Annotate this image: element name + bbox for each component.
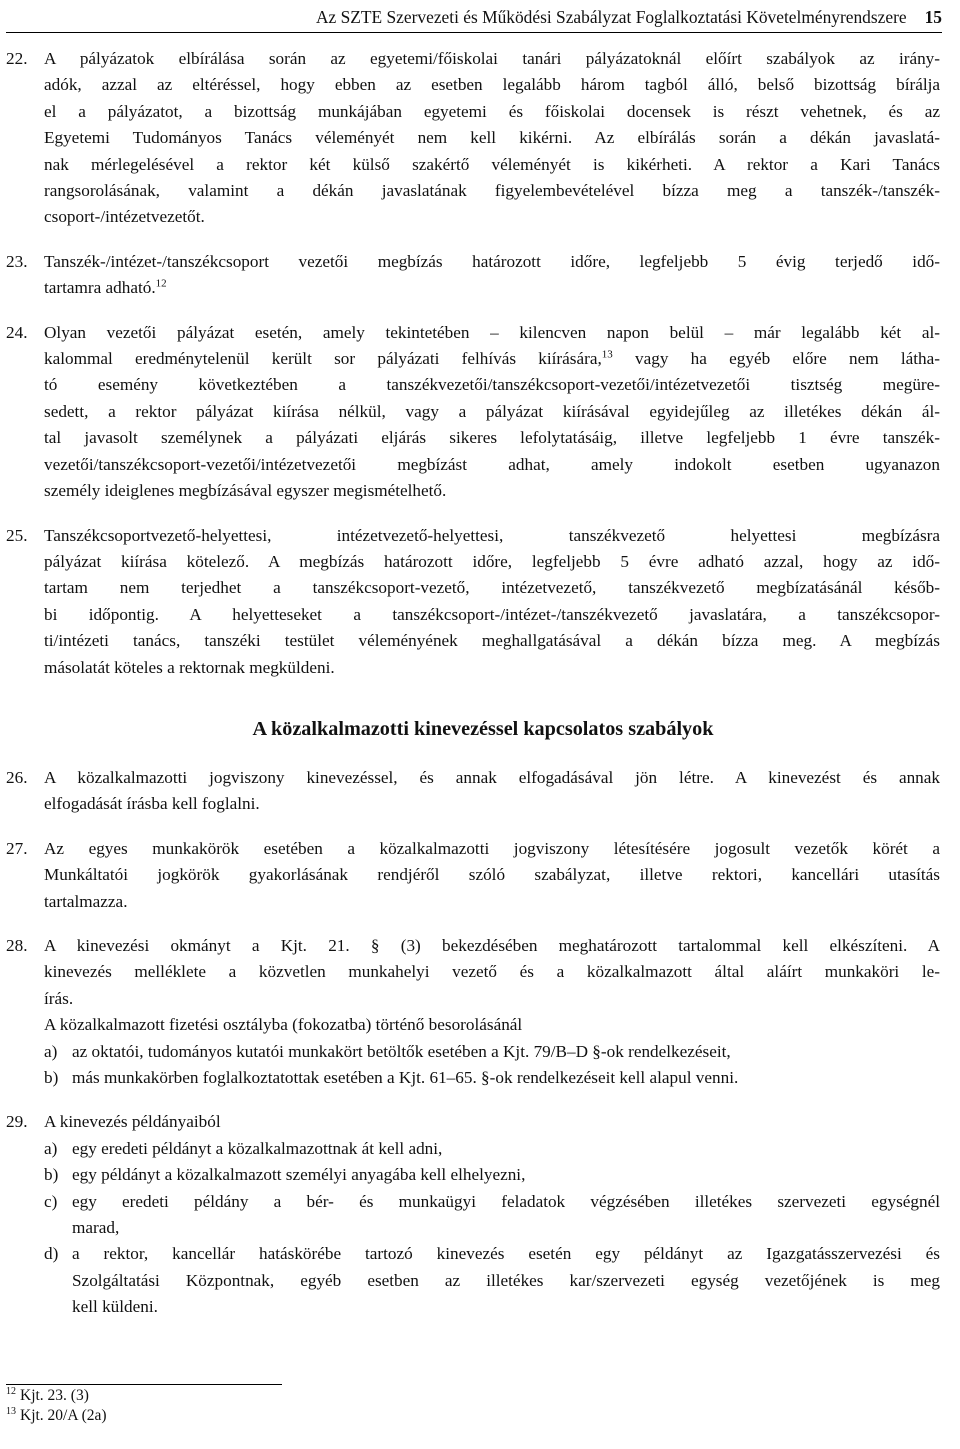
list-item xyxy=(44,1039,940,1065)
text-line: nak mérlegelésével a rektor két külső szakértő véleményét is kikérheti. A rektor a Kari Tanács xyxy=(44,154,940,174)
text-line: egy eredeti példányt a közalkalmazottnak át kell adni, xyxy=(72,1138,443,1158)
text-line: elfogadását írásba kell foglalni. xyxy=(44,794,260,814)
footnotes xyxy=(6,1386,107,1426)
footnote-text: Kjt. 20/A (2a) xyxy=(20,1407,107,1424)
paragraph-23 xyxy=(6,249,940,302)
text-line: tartam nem terjedhet a tanszékcsoport-vezető, intézetvezető, tanszékvezető megbízatásánál későb- xyxy=(44,578,940,598)
text-fragment: vagy ha egyéb előre nem látha- xyxy=(612,349,940,369)
list-label: a) xyxy=(44,1138,58,1158)
paragraph-number: 29. xyxy=(6,1112,28,1132)
paragraph-26 xyxy=(6,765,940,818)
paragraph-24 xyxy=(6,320,940,505)
text-line: tartalmazza. xyxy=(44,891,128,911)
text-line: el a pályázatot, a bizottság munkájában egyetemi és főiskolai docensek is részt vehetnek, és az xyxy=(44,101,940,121)
text-line: személy ideiglenes megbízásával egyszer megismételhető. xyxy=(44,481,447,501)
text-line: Tanszék-/intézet-/tanszékcsoport vezetői megbízás határozott időre, legfeljebb 5 évig terjedő idő- xyxy=(44,251,940,271)
paragraph-29 xyxy=(6,1109,940,1320)
paragraph-number: 25. xyxy=(6,525,28,545)
footnote-13 xyxy=(6,1406,107,1426)
footnote-rule xyxy=(6,1384,282,1385)
paragraph-number: 26. xyxy=(6,767,28,787)
list-item xyxy=(44,1065,940,1091)
text-line: A kinevezési okmányt a Kjt. 21. § (3) bekezdésében meghatározott tartalommal kell elkészíteni. A xyxy=(44,935,940,955)
section-heading: A közalkalmazotti kinevezéssel kapcsolatos szabályok xyxy=(252,717,714,740)
header-title: Az SZTE Szervezeti és Működési Szabályzat Foglalkoztatási Követelményrendszere xyxy=(316,7,907,27)
footnote-text: Kjt. 23. (3) xyxy=(20,1387,89,1404)
list-label: d) xyxy=(44,1244,59,1264)
text-line: más munkakörben foglalkoztatottak esetében a Kjt. 61–65. §-ok rendelkezéseit kell alapul venni. xyxy=(72,1068,739,1087)
text-line: Az egyes munkakörök esetében a közalkalmazotti jogviszony létesítésére jogosult vezetők körét a xyxy=(44,838,940,858)
text-fragment: tartamra adható. xyxy=(44,278,156,298)
text-line: írás. xyxy=(44,988,74,1008)
text-line: A pályázatok elbírálása során az egyetemi/főiskolai tanári pályázatoknál előírt szabályok az irány- xyxy=(44,49,940,68)
text-line: sedett, a rektor pályázat kiírása nélkül, vagy a pályázat kiírásával egyidejűleg az illetékes dékán ál- xyxy=(44,401,940,421)
footnote-number: 13 xyxy=(6,1405,16,1417)
paragraph-number: 23. xyxy=(6,251,28,271)
text-line xyxy=(44,275,940,301)
text-line: marad, xyxy=(72,1218,120,1238)
text-line: Tanszékcsoportvezető-helyettesi, intézetvezető-helyettesi, tanszékvezető helyettesi megbízásra xyxy=(44,525,940,545)
text-line: egy példányt a közalkalmazott személyi anyagába kell elhelyezni, xyxy=(72,1165,526,1185)
list-label: b) xyxy=(44,1068,59,1087)
text-line: kell küldeni. xyxy=(72,1297,158,1317)
text-line: A kinevezés példányaiból xyxy=(44,1112,221,1132)
text-line: ti/intézeti tanács, tanszéki testület véleményének meghallgatásával a dékán bízza meg. A megbízás xyxy=(44,631,940,651)
text-line: Szolgáltatási Központnak, egyéb esetben az illetékes kar/szervezeti egység vezetőjének is meg xyxy=(72,1270,940,1290)
text-line: egy eredeti példány a bér- és munkaügyi feladatok végzésében illetékes szervezeti egységnél xyxy=(72,1191,940,1211)
paragraph-27 xyxy=(6,836,940,915)
text-line: az oktatói, tudományos kutatói munkakört betöltők esetében a Kjt. 79/B–D §-ok rendelkezéseit, xyxy=(72,1041,731,1061)
paragraph-number: 28. xyxy=(6,935,28,955)
list-label: c) xyxy=(44,1191,58,1211)
text-line: Egyetemi Tudományos Tanács véleményét nem kell kikérni. Az elbírálás során a dékán javaslatá- xyxy=(44,128,940,148)
text-line: a rektor, kancellár hatáskörébe tartozó kinevezés esetén egy példányt az Igazgatásszervezési és xyxy=(72,1244,940,1264)
paragraph-number: 27. xyxy=(6,838,28,858)
text-line: pályázat kiírása kötelező. A megbízás határozott időre, legfeljebb 5 évre adható azzal, hogy az idő- xyxy=(44,551,940,571)
text-line: Munkáltatói jogkörök gyakorlásának rendjéről szóló szabályzat, illetve rektori, kancellári utasítás xyxy=(44,865,940,885)
text-line: másolatát köteles a rektornak megküldeni. xyxy=(44,657,335,677)
paragraph-number: 22. xyxy=(6,49,28,68)
text-line: csoport-/intézetvezetőt. xyxy=(44,207,205,227)
text-line: rangsorolásának, valamint a dékán javaslatának figyelembevételével bízza meg a tanszék-/tanszék- xyxy=(44,181,940,201)
list-label: b) xyxy=(44,1165,59,1185)
text-line: A közalkalmazotti jogviszony kinevezéssel, és annak elfogadásával jön létre. A kinevezést és annak xyxy=(44,767,940,787)
footnote-ref[interactable]: 12 xyxy=(155,277,167,290)
text-line: Olyan vezetői pályázat esetén, amely tekintetében – kilencven napon belül – már legalább két al- xyxy=(44,322,940,342)
list-label: a) xyxy=(44,1041,58,1061)
text-line xyxy=(44,346,940,372)
page-header xyxy=(0,4,942,30)
text-line: bi időpontig. A helyetteseket a tanszékcsoport-/intézet-/tanszékvezető javaslatára, a tanszékcsopor- xyxy=(44,604,940,624)
document-body xyxy=(6,46,940,1339)
text-fragment: kalommal eredménytelenül került sor pályázati felhívás kiírására, xyxy=(44,349,602,369)
list-item xyxy=(44,1241,940,1320)
paragraph-25 xyxy=(6,523,940,681)
text-line: adók, azzal az eltéréssel, hogy ebben az esetben legalább három tagból álló, belső bizottság bírálja xyxy=(44,75,940,95)
paragraph-number: 24. xyxy=(6,322,28,342)
paragraph-28 xyxy=(6,933,940,1091)
text-line: A közalkalmazott fizetési osztályba (fokozatba) történő besorolásánál xyxy=(44,1015,523,1035)
list-item xyxy=(44,1162,940,1188)
text-line: tal javasolt személynek a pályázati eljárás sikeres lefolytatásáig, illetve legfeljebb 1 évre tanszék- xyxy=(44,428,940,448)
page-number: 15 xyxy=(924,7,942,27)
header-rule xyxy=(6,32,942,33)
text-line: vezetői/tanszékcsoport-vezetői/intézetvezetői megbízást adhat, amely indokolt esetben ugyanazon xyxy=(44,454,940,474)
footnote-number: 12 xyxy=(6,1385,16,1397)
paragraph-22 xyxy=(6,46,940,231)
text-line: tó esemény következtében a tanszékvezetői/tanszékcsoport-vezetői/intézetvezetői tisztség megüre- xyxy=(44,375,940,395)
text-line: kinevezés melléklete a közvetlen munkahelyi vezető és a közalkalmazott által aláírt munkaköri le- xyxy=(44,962,940,982)
footnote-ref[interactable]: 13 xyxy=(601,348,613,361)
list-item xyxy=(44,1136,940,1162)
footnote-12 xyxy=(6,1386,107,1406)
list-item xyxy=(44,1189,940,1242)
